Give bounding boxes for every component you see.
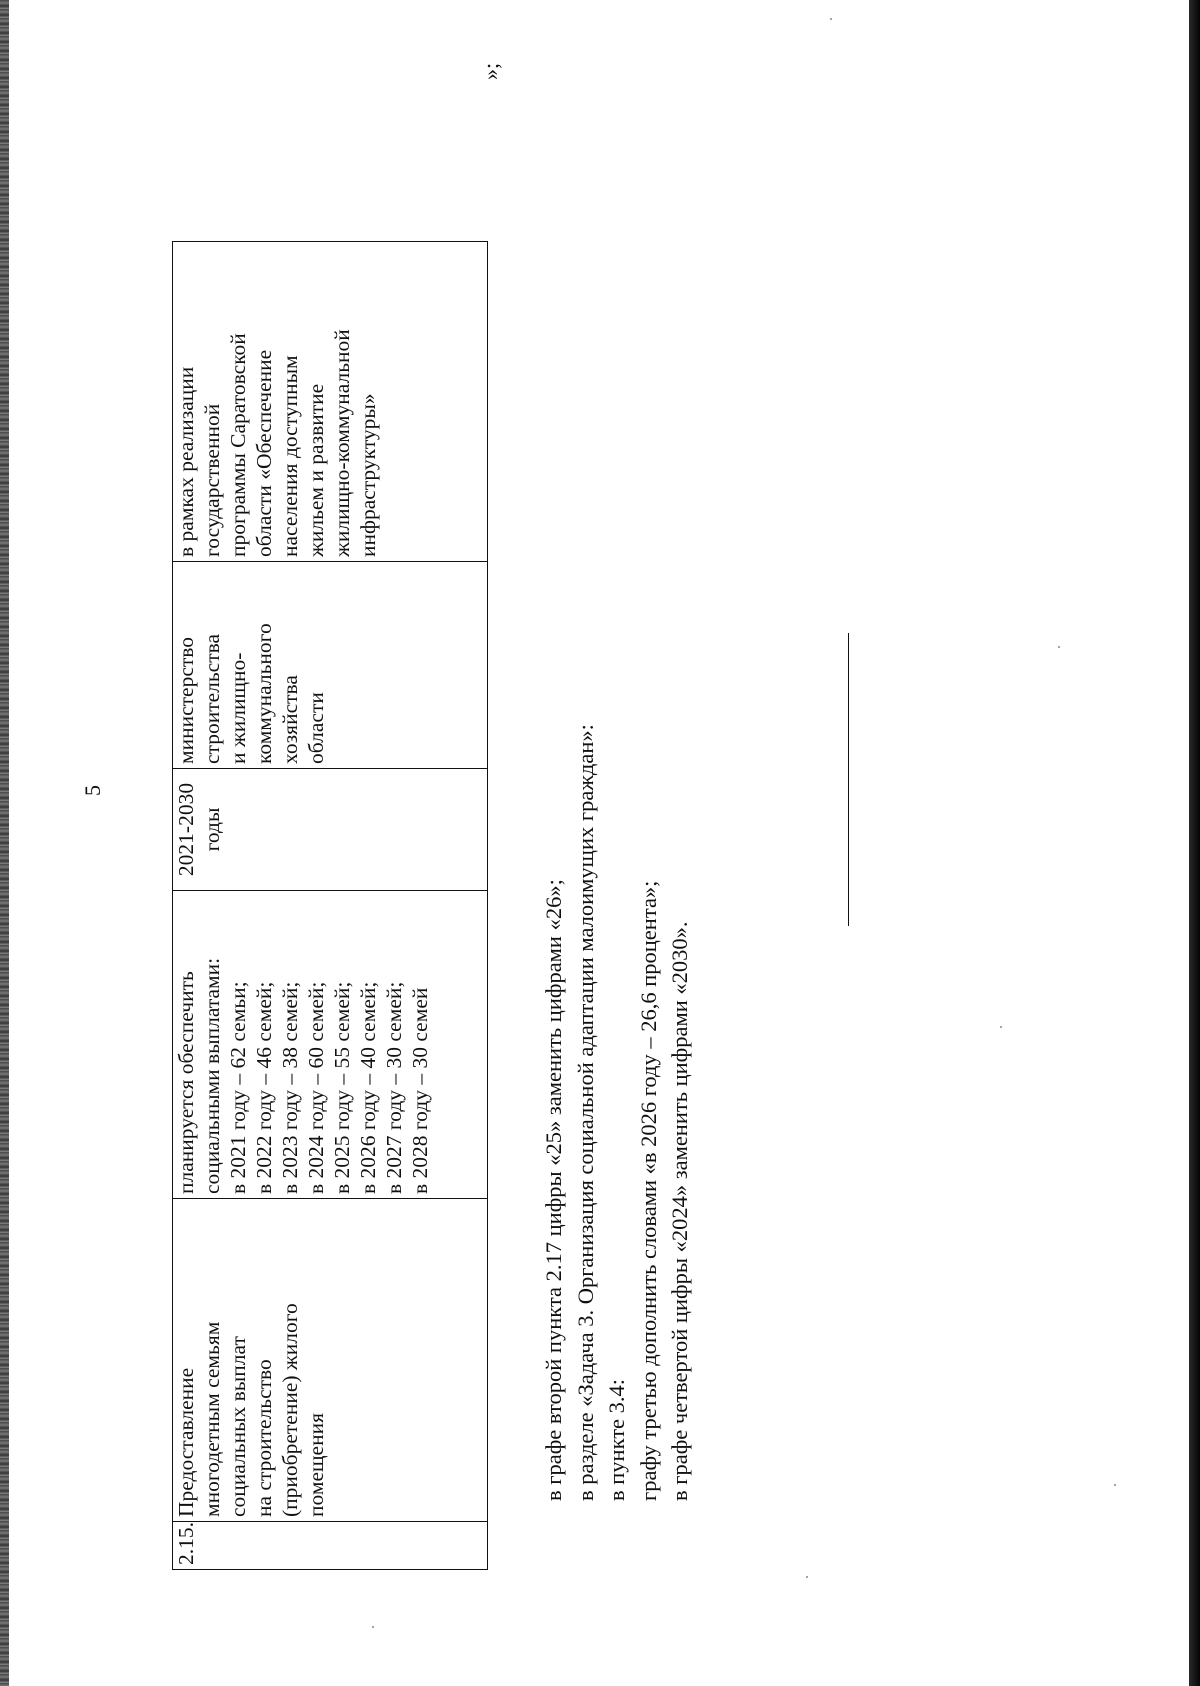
amendment-instructions — [538, 724, 696, 1501]
page-number: 5 — [80, 785, 105, 796]
measure-name-cell: Предоставление многодетным семьям социальных выплат на строительство (приобретение) жилого помещения — [173, 1199, 488, 1522]
measures-table — [172, 241, 488, 1570]
executor-cell: министерство строительства и жилищно- коммунального хозяйства области — [173, 562, 488, 769]
instruction-line: в графе четвертой цифры «2024» заменить цифрами «2030». — [667, 921, 692, 1501]
indicator-cell: планируется обеспечить социальными выплатами: в 2021 году – 62 семьи; в 2022 году – 46 семей; в 2023 году – 38 семей; в 2024 году – 60 семей; в 2025 году – 55 семей; в 2026 году – 40 семей; в 2027 году – 30 семей; в 2028 году – 30 семей — [173, 891, 488, 1199]
table-row — [173, 242, 488, 1570]
end-of-text-rule — [848, 633, 849, 926]
row-number-cell: 2.15. — [173, 1522, 488, 1570]
instruction-line: в разделе «Задача 3. Организация социальной адаптации малоимущих граждан»: — [572, 724, 598, 1501]
instruction-line: в графе второй пункта 2.17 цифры «25» заменить цифрами «26»; — [541, 879, 566, 1501]
funding-source-cell: в рамках реализации государственной программы Саратовской области «Обеспечение населения доступным жильем и развитие жилищно-коммунальной инфраструктуры» — [173, 242, 488, 562]
table-close-quote: »; — [478, 62, 503, 80]
instruction-line: графу третью дополнить словами «в 2026 году – 26,6 процента»; — [635, 880, 661, 1501]
period-cell: 2021-2030 годы — [173, 769, 488, 891]
instruction-line: в пункте 3.4: — [604, 1378, 629, 1501]
